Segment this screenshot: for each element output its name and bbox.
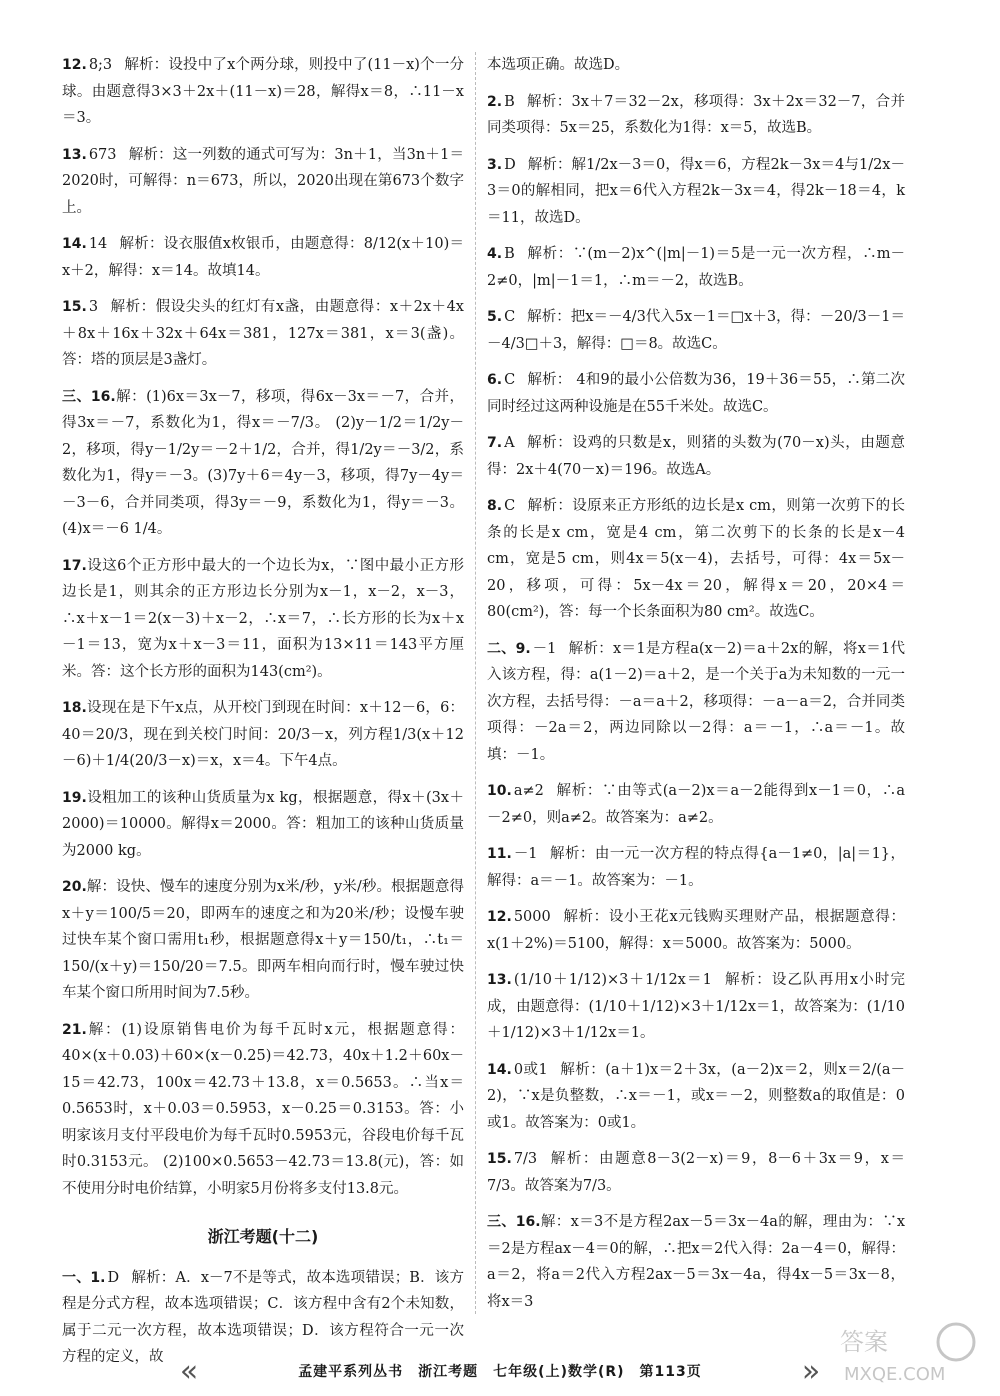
solution-text: 解析：设乙队再用x小时完成，由题意得：(1/10＋1/12)×3＋1/12x＝1，故答案为：(1/10＋1/12)×3＋1/12x＝1。	[487, 972, 905, 1041]
double-chevron-left-icon[interactable]: «	[179, 1353, 199, 1389]
question-number: 三、16.	[487, 1214, 541, 1230]
answer-entry	[62, 785, 464, 865]
question-number: 11.	[487, 846, 512, 862]
answer-value: (1/10＋1/12)×3＋1/12x＝1	[513, 972, 712, 988]
answer-entry	[62, 142, 464, 222]
solution-text: 解析：由题意8－3(2－x)＝9，8－6＋3x＝9，x＝7/3。故答案为7/3。	[487, 1151, 905, 1194]
solution-text: 解析：设原来正方形纸的边长是x cm，则第一次剪下的长条的长是x cm，宽是4 cm，第二次剪下的长条的长是x－4 cm，宽是5 cm，则4x＝5(x－4)，去括号，可得：4x＝5x－20，移项，可得：5x－4x＝20，解得x＝20，20×4＝80(cm²)，答：每一个长条面积为80 cm²。故选C。	[487, 498, 905, 620]
question-number: 15.	[62, 299, 87, 315]
solution-text: 解析：设小王花x元钱购买理财产品，根据题意得：x(1＋2%)＝5100，解得：x＝5000。故答案为：5000。	[487, 909, 905, 952]
question-number: 6.	[487, 372, 503, 388]
answer-value: 14	[88, 236, 108, 252]
answer-value: B	[504, 246, 515, 262]
solution-text: 解析：A．x－7不是等式，故本选项错误；B．该方程是分式方程，故本选项错误；C．该方程中含有2个未知数，属于二元一次方程，故本选项错误；D．该方程符合一元一次方程的定义，故	[62, 1269, 465, 1365]
answer-entry	[487, 89, 905, 142]
double-chevron-right-icon[interactable]: »	[801, 1353, 821, 1389]
solution-text: 设这6个正方形中最大的一个边长为x，∵图中最小正方形边长是1，则其余的正方形边长分别为x－1，x－2，x－3，∴x＋x－1＝2(x－3)＋x－2，∴x＝7，∴长方形的长为x＋x－1＝13，宽为x＋x－3＝11，面积为13×11＝143平方厘米。答：这个长方形的面积为143(cm²)。	[62, 557, 464, 680]
answer-value: 673	[88, 146, 117, 163]
solution-text: 解析：假设尖头的红灯有x盏，由题意得：x＋2x＋4x＋8x＋16x＋32x＋64x＝381，127x＝381，x＝3(盏)。答：塔的顶层是3盏灯。	[62, 299, 464, 368]
column-divider	[475, 52, 476, 1314]
solution-text: 解：设快、慢车的速度分别为x米/秒，y米/秒。根据题意得x＋y＝100/5＝20，即两车的速度之和为20米/秒；设慢车驶过快车某个窗口需用t₁秒，根据题意得x＋y＝150/t₁，∴t₁＝150/(x＋y)＝150/20＝7.5。即两车相向而行时，慢车驶过快车某个窗口所用时间为7.5秒。	[62, 879, 464, 1001]
answer-entry	[487, 967, 905, 1047]
solution-text: 解析：这一列数的通式可写为：3n＋1，当3n＋1＝2020时，可解得：n＝673，所以，2020出现在第673个数字上。	[62, 146, 464, 216]
answer-entry	[62, 1265, 464, 1371]
answer-value: A	[504, 435, 515, 451]
answer-value: －1	[513, 846, 538, 862]
answer-entry	[487, 1146, 905, 1199]
solution-text: 解析：把x＝－4/3代入5x－1＝□x＋3，得：－20/3－1＝－4/3□＋3，解得：□＝8。故选C。	[487, 309, 905, 352]
question-number: 15.	[487, 1151, 512, 1167]
question-number: 13.	[487, 972, 512, 988]
left-column	[62, 52, 464, 1381]
footer-text: 孟建平系列丛书 浙江考题 七年级(上)数学(R) 第113页	[298, 1364, 702, 1380]
answer-entry	[62, 1017, 464, 1203]
svg-text:答案: 答案	[840, 1328, 888, 1356]
solution-text: 解析：(a＋1)x＝2＋3x，(a－2)x＝2，则x＝2/(a－2)，∵x是负整数，∴x＝－1，或x＝－2，则整数a的取值是：0或1。故答案为：0或1。	[487, 1061, 906, 1131]
answer-entry	[487, 636, 905, 769]
question-number: 14.	[487, 1061, 512, 1078]
answer-value: 7/3	[513, 1151, 538, 1167]
answer-entry	[487, 778, 905, 831]
question-number: 8.	[487, 498, 503, 514]
question-number: 2.	[487, 93, 503, 110]
answer-entry	[487, 52, 905, 79]
answer-entry	[487, 241, 905, 294]
solution-text: 解：(1)设原销售电价为每千瓦时x元，根据题意得：40×(x＋0.03)＋60×(x－0.25)＝42.73，40x＋1.2＋60x－15＝42.73，100x＝42.73＋13.8，x＝0.5653。∴当x＝0.5653时，x＋0.03＝0.5953，x－0.25＝0.3153。答：小明家该月支付平段电价为每千瓦时0.5953元，谷段电价每千瓦时0.3153元。 (2)100×0.5653－42.73＝13.8(元)，答：如不使用分时电价结算，小明家5月份将多支付13.8元。	[62, 1021, 464, 1197]
solution-text: 解析： 4和9的最小公倍数为36，19＋36＝55，∴第二次同时经过这两种设施是在55千米处。故选C。	[487, 372, 905, 415]
solution-text: 解析：设衣服值x枚银币，由题意得：8/12(x＋10)＝x＋2，解得：x＝14。故填14。	[62, 236, 464, 279]
answer-entry	[62, 874, 464, 1007]
solution-text: 解：(1)6x＝3x－7，移项，得6x－3x＝－7，合并，得3x＝－7，系数化为1，得x＝－7/3。 (2)y－1/2＝1/2y－2，移项，得y－1/2y＝－2＋1/2，合并，得1/2y＝－3/2，系数化为1，得y＝－3。(3)7y＋6＝4y－3，移项，得7y－4y＝－3－6，合并同类项，得3y＝－9，系数化为1，得y＝－3。 (4)x＝－6 1/4。	[62, 388, 464, 537]
answer-value: C	[504, 309, 516, 325]
answer-entry	[487, 152, 905, 232]
question-number: 12.	[62, 57, 87, 73]
question-number: 12.	[487, 909, 512, 925]
question-number: 14.	[62, 236, 87, 252]
answer-entry	[487, 493, 905, 626]
answer-value: 8;3	[88, 57, 113, 73]
solution-text: 解析：x＝1是方程a(x－2)＝a＋2x的解，将x＝1代入该方程，得：a(1－2)＝a＋2，是一个关于a为未知数的一元一次方程，去括号得：－a＝a＋2，移项得：－a－a＝2，合并同类项得：－2a＝2，两边同除以－2得：a＝－1，∴a＝－1。故填：－1。	[487, 640, 906, 763]
answer-entry	[62, 384, 464, 543]
question-number: 5.	[487, 309, 503, 325]
question-number: 18.	[62, 700, 87, 716]
solution-text: 解：x＝3不是方程2ax－5＝3x－4a的解，理由为：∵x＝2是方程ax－4＝0的解，∴把x＝2代入得：2a－4＝0，解得：a＝2，将a＝2代入方程2ax－5＝3x－4a，得4x－5＝3x－8，将x＝3	[487, 1214, 906, 1310]
solution-text: 解析：3x＋7＝32－2x，移项得：3x＋2x＝32－7，合并同类项得：5x＝25，系数化为1得：x＝5，故选B。	[487, 93, 905, 136]
answer-value: 5000	[513, 909, 551, 925]
answer-entry	[487, 304, 905, 357]
question-number: 二、9.	[487, 640, 531, 657]
page-footer	[170, 1353, 830, 1389]
answer-value: C	[504, 498, 516, 514]
solution-text: 设粗加工的该种山货质量为x kg，根据题意，得x＋(3x＋2000)＝10000。解得x＝2000。答：粗加工的该种山货质量为2000 kg。	[62, 789, 464, 859]
question-number: 7.	[487, 435, 503, 451]
question-number: 21.	[62, 1021, 87, 1038]
answer-entry	[487, 1057, 905, 1137]
solution-text: 解析：由一元一次方程的特点得{a－1≠0，|a|＝1}，解得：a＝－1。故答案为：－1。	[487, 846, 905, 889]
answer-entry	[487, 430, 905, 483]
answer-entry	[62, 231, 464, 284]
solution-text: 设现在是下午x点，从开校门到现在时间：x＋12－6，6：40＝20/3，现在到关校门时间：20/3－x，列方程1/3(x＋12－6)＋1/4(20/3－x)＝x，x＝4。下午4点。	[62, 700, 464, 769]
answer-entry	[62, 695, 464, 775]
answer-entry	[62, 294, 464, 374]
question-number: 20.	[62, 879, 87, 895]
answer-value: 3	[88, 299, 99, 315]
answer-entry	[62, 553, 464, 686]
question-number: 3.	[487, 156, 503, 173]
solution-text: 解析：解1/2x－3＝0，得x＝6，方程2k－3x＝4与1/2x－3＝0的解相同，把x＝6代入方程2k－3x＝4，得2k－18＝4，k＝11，故选D。	[487, 156, 905, 226]
solution-text: 解析：设鸡的只数是x，则猪的头数为(70－x)头，由题意得：2x＋4(70－x)＝196。故选A。	[487, 435, 905, 478]
answer-value: D	[107, 1269, 120, 1286]
answer-entry	[487, 367, 905, 420]
right-column	[487, 52, 905, 1325]
answer-entry	[487, 841, 905, 894]
answer-value: D	[504, 156, 516, 173]
question-number: 13.	[62, 146, 87, 163]
question-number: 三、16.	[62, 388, 116, 405]
solution-text: 本选项正确。故选D。	[487, 57, 630, 73]
question-number: 19.	[62, 789, 87, 806]
question-number: 4.	[487, 246, 503, 262]
solution-text: 解析：设投中了x个两分球，则投中了(11－x)个一分球。由题意得3×3＋2x＋(11－x)＝28，解得x＝8，∴11－x＝3。	[62, 57, 464, 126]
answer-value: C	[504, 372, 516, 388]
answer-entry	[62, 52, 464, 132]
question-number: 17.	[62, 557, 87, 574]
answer-entry	[487, 1209, 905, 1315]
section-title: 浙江考题(十二)	[207, 1227, 319, 1246]
answer-value: －1	[532, 640, 557, 657]
answer-value: a≠2	[513, 783, 544, 799]
answer-value: B	[504, 93, 515, 110]
solution-text: 解析：∵(m－2)x^(|m|－1)＝5是一元一次方程，∴m－2≠0，|m|－1＝1，∴m＝－2，故选B。	[487, 246, 905, 289]
question-number: 10.	[487, 783, 512, 799]
solution-text: 解析：∵由等式(a－2)x＝a－2能得到x－1＝0，∴a－2≠0，则a≠2。故答案为：a≠2。	[487, 783, 905, 826]
watermark-logo	[836, 1318, 986, 1388]
answer-value: 0或1	[513, 1061, 548, 1078]
answer-entry	[487, 904, 905, 957]
svg-text:MXQE.COM: MXQE.COM	[844, 1364, 946, 1385]
question-number: 一、1.	[62, 1269, 106, 1286]
